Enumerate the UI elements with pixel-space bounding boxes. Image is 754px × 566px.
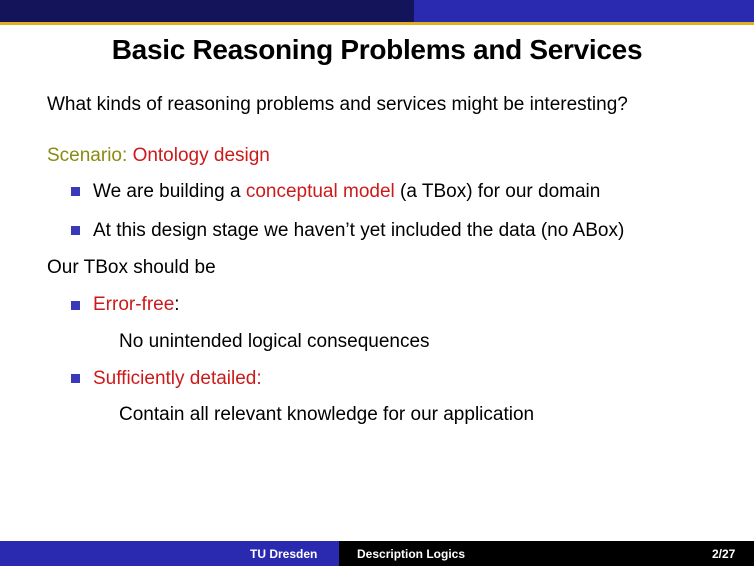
bullet-conceptual-model xyxy=(93,180,600,204)
bullet-label-sufficiently-detailed: Sufficiently detailed: xyxy=(93,368,262,389)
scenario-value: Ontology design xyxy=(132,145,270,166)
bullet-text-highlight: conceptual model xyxy=(245,181,395,202)
footer-course: Description Logics xyxy=(357,547,466,561)
scenario-label: Scenario: xyxy=(47,145,128,166)
bullet-label-punct: : xyxy=(174,294,180,315)
header-bar-right xyxy=(414,0,754,22)
bullet-square-icon xyxy=(71,226,80,235)
bullet-text-prefix: We are building a xyxy=(93,181,246,202)
footer-left xyxy=(0,541,339,566)
intro-question: What kinds of reasoning problems and services might be interesting? xyxy=(47,94,628,115)
bullet-no-abox: At this design stage we haven’t yet included the data (no ABox) xyxy=(93,220,625,241)
bullet-label-error-free: Error-free xyxy=(93,294,175,315)
bullet-sufficiently-detailed xyxy=(93,367,262,391)
bullet-square-icon xyxy=(71,187,80,196)
footer-right xyxy=(339,541,754,566)
header-accent-rule xyxy=(0,22,754,25)
bullet-text-suffix: (a TBox) for our domain xyxy=(394,181,601,202)
scenario-line xyxy=(47,144,270,168)
slide-title: Basic Reasoning Problems and Services xyxy=(111,34,643,65)
footer-institution: TU Dresden xyxy=(250,547,318,561)
header-bar-left xyxy=(0,0,414,22)
bullet-square-icon xyxy=(71,301,80,310)
detail-sufficiently-detailed: Contain all relevant knowledge for our application xyxy=(119,404,535,425)
tbox-heading: Our TBox should be xyxy=(47,257,216,278)
header-bar xyxy=(0,0,754,22)
footer-page-number: 2/27 xyxy=(712,547,736,561)
footer-bar xyxy=(0,541,754,566)
detail-error-free: No unintended logical consequences xyxy=(119,331,430,352)
bullet-error-free xyxy=(93,293,180,317)
bullet-square-icon xyxy=(71,374,80,383)
